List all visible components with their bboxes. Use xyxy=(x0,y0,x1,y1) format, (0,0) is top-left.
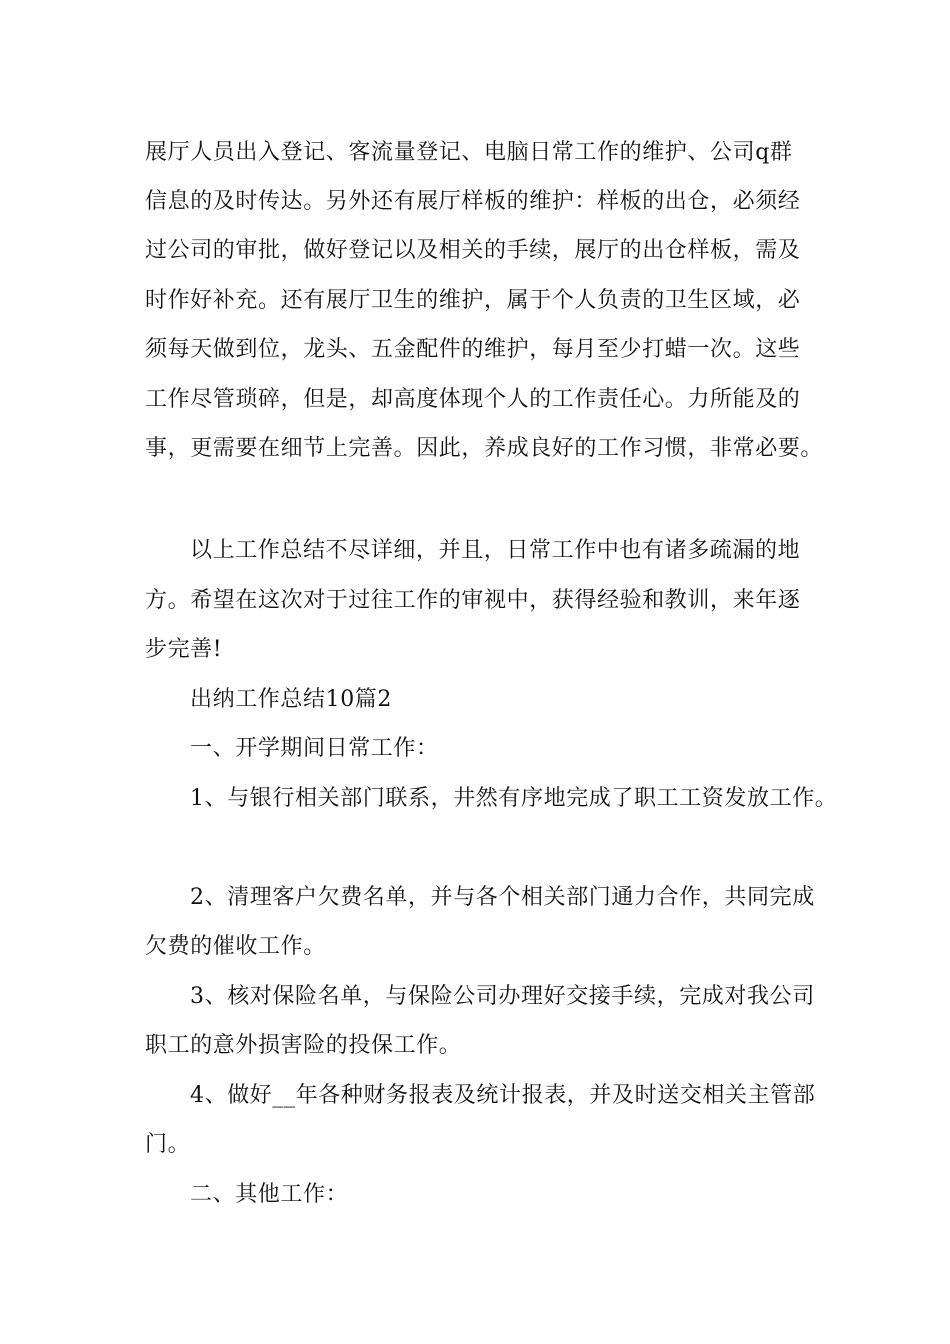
list-item: 3、核对保险名单，与保险公司办理好交接手续，完成对我公司 xyxy=(190,984,815,1009)
heading-other-work: 二、其他工作： xyxy=(190,1182,349,1207)
list-item-continuation: 欠费的催收工作。 xyxy=(145,934,326,959)
list-item: 2、清理客户欠费名单，并与各个相关部门通力合作，共同完成 xyxy=(190,885,815,910)
heading-daily-work: 一、开学期间日常工作： xyxy=(190,736,439,761)
body-text-line: 过公司的审批，做好登记以及相关的手续，展厅的出仓样板，需及 xyxy=(145,238,801,263)
section-title: 出纳工作总结10篇2 xyxy=(190,687,392,712)
body-text-line: 信息的及时传达。另外还有展厅样板的维护：样板的出仓，必须经 xyxy=(145,189,801,214)
body-text-line: 须每天做到位，龙头、五金配件的维护，每月至少打蜡一次。这些 xyxy=(145,337,801,362)
list-item-continuation: 门。 xyxy=(145,1132,191,1157)
body-text-line: 展厅人员出入登记、客流量登记、电脑日常工作的维护、公司q群 xyxy=(145,140,793,165)
body-text-line: 工作尽管琐碎，但是，却高度体现个人的工作责任心。力所能及的 xyxy=(145,387,801,412)
body-text-line: 事，更需要在细节上完善。因此，养成良好的工作习惯，非常必要。 xyxy=(145,436,824,461)
body-text-line: 步完善! xyxy=(145,637,223,662)
list-item: 4、做好__年各种财务报表及统计报表，并及时送交相关主管部 xyxy=(190,1083,816,1108)
body-text-line: 方。希望在这次对于过往工作的审视中，获得经验和教训，来年逐 xyxy=(145,588,801,613)
body-text-line: 时作好补充。还有展厅卫生的维护，属于个人负责的卫生区域，必 xyxy=(145,288,801,313)
list-item-continuation: 职工的意外损害险的投保工作。 xyxy=(145,1033,462,1058)
body-text-line: 以上工作总结不尽详细，并且，日常工作中也有诸多疏漏的地 xyxy=(190,538,801,563)
list-item: 1、与银行相关部门联系，井然有序地完成了职工工资发放工作。 xyxy=(190,786,838,811)
